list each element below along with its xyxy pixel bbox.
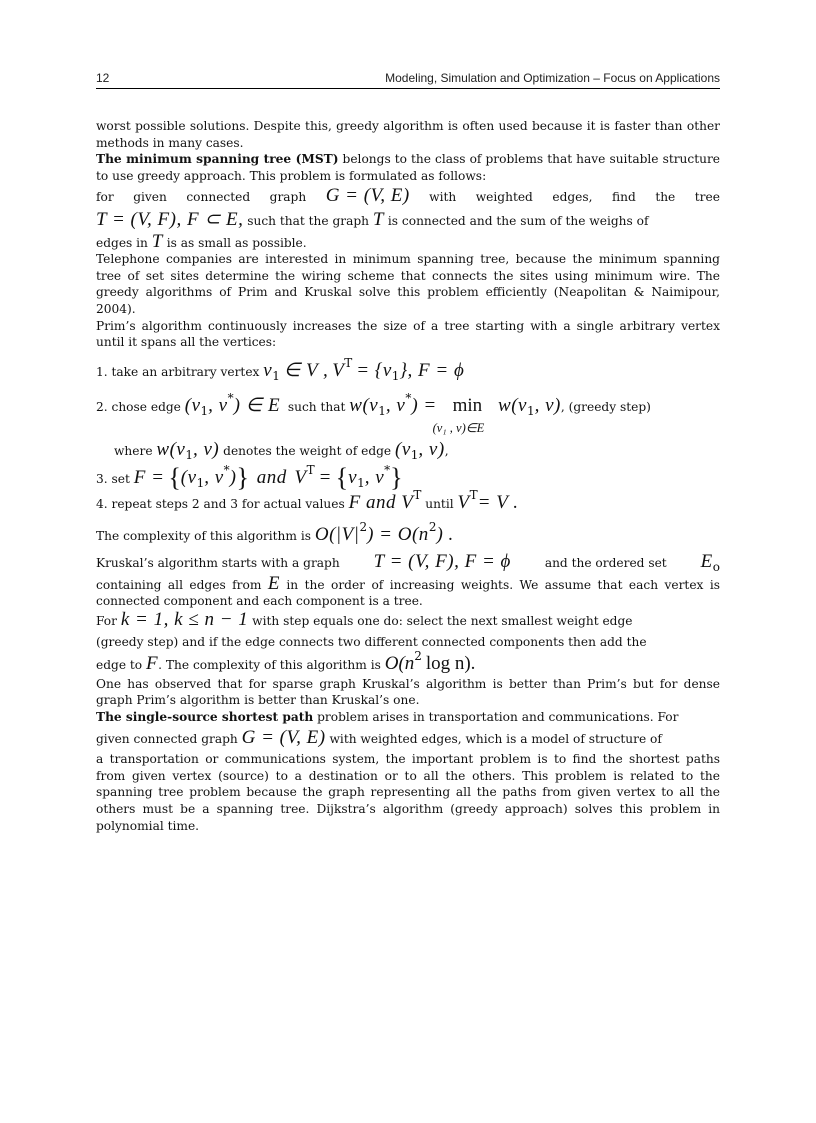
math: ) = xyxy=(411,395,437,417)
step-text: denotes the weight of edge xyxy=(223,443,392,458)
graph-definition-math: G = (V, E) xyxy=(325,185,410,207)
math: w(v xyxy=(156,438,186,460)
word: the xyxy=(655,190,676,205)
math: , v xyxy=(364,466,385,488)
complexity-text: The complexity of this algorithm is xyxy=(96,528,311,543)
math: = xyxy=(318,466,332,488)
kruskal-text: in the order of increasing weights. We assume that each vertex is connected component and each component is a tree. xyxy=(96,577,721,609)
step-text: , (greedy step) xyxy=(560,400,651,415)
brace-icon: { xyxy=(335,462,349,492)
formulation-text: is connected and the sum of the weighs of xyxy=(387,213,649,228)
sssp-intro xyxy=(96,709,720,726)
math-sub: o xyxy=(712,560,720,575)
word: weighted xyxy=(475,190,533,205)
math: ) ∈ E xyxy=(233,395,281,417)
math: }, F = ϕ xyxy=(399,359,465,381)
math: w(v xyxy=(349,395,379,417)
math: (v xyxy=(184,395,201,417)
sssp-text: problem arises in transportation and communications. For xyxy=(313,710,679,725)
step-text: 1. take an arbitrary vertex xyxy=(96,364,260,379)
kruskal-text: containing all edges from xyxy=(96,577,262,592)
math: V xyxy=(457,492,470,514)
step-text: 4. repeat steps 2 and 3 for actual values xyxy=(96,497,345,512)
math-sup: * xyxy=(384,462,391,477)
prim-step-3 xyxy=(96,462,720,492)
paragraph-telephone: Telephone companies are interested in minimum spanning tree, because the minimum spanning tree of set sites determine the wiring scheme that connects the sites using minimum wire. The greedy algorithms of Prim and Kruskal solve this problem efficiently (Neapolitan & Naimipour, 2004). xyxy=(96,252,720,316)
math-sub: 1 xyxy=(526,404,535,419)
kruskal-text: For xyxy=(96,614,117,629)
math-sup: T xyxy=(306,462,315,477)
math: F = xyxy=(133,466,165,488)
header-rule xyxy=(96,88,720,89)
kruskal-greedy-step: (greedy step) and if the edge connects two different connected components then add the xyxy=(96,634,647,649)
kruskal-complexity xyxy=(96,649,720,675)
min-operator xyxy=(432,395,485,436)
mst-definition: belongs to the class of problems that have suitable structure to use greedy approach. This problem is formulated as follows: xyxy=(96,152,721,183)
math: ) xyxy=(229,466,237,488)
math: k = 1, k ≤ n − 1 xyxy=(120,609,249,631)
math: T = (V, F), F = ϕ xyxy=(373,551,511,573)
math: ∈ V , xyxy=(283,359,329,381)
math: , v xyxy=(208,395,228,417)
prim-complexity xyxy=(96,519,720,545)
brace-icon: } xyxy=(236,462,249,492)
math: v xyxy=(348,466,358,488)
math-sub: 1 xyxy=(391,368,400,383)
word: with xyxy=(429,190,457,205)
math: G = (V, E) xyxy=(241,726,326,748)
prim-step-2 xyxy=(96,391,720,436)
tree-symbol: T xyxy=(151,230,163,252)
math: , v xyxy=(204,466,224,488)
page-body xyxy=(96,118,720,834)
math: = V . xyxy=(477,492,519,514)
kruskal-paragraph xyxy=(96,572,721,610)
running-header xyxy=(96,71,720,87)
math: and xyxy=(256,466,287,488)
math: , v) xyxy=(534,395,561,417)
kruskal-text: and the ordered set xyxy=(544,556,667,571)
step-text: such that xyxy=(287,400,346,415)
step-text: where xyxy=(114,443,153,458)
math: F xyxy=(146,653,159,675)
prim-where-line xyxy=(96,438,720,462)
math-sub: 1 xyxy=(196,475,205,490)
math-sub: 1 xyxy=(378,404,386,419)
word: edges, xyxy=(552,190,593,205)
prim-step-1 xyxy=(96,355,720,383)
math-sub: 1 xyxy=(357,475,365,490)
step-text: , xyxy=(444,443,449,458)
word: given xyxy=(133,190,167,205)
sssp-term: The single-source shortest path xyxy=(96,710,314,725)
math-sub: 1 xyxy=(200,404,209,419)
math: O(n xyxy=(384,653,415,675)
step-text: until xyxy=(425,497,454,512)
math-sup: * xyxy=(227,391,234,406)
running-title: Modeling, Simulation and Optimization – Focus on Applications xyxy=(385,71,720,85)
math: = {v xyxy=(356,359,392,381)
mst-formulation xyxy=(96,185,720,252)
math: , v) xyxy=(418,438,445,460)
paragraph-greedy-intro: worst possible solutions. Despite this, greedy algorithm is often used because it is faster than other methods in many cases. xyxy=(96,119,720,150)
math-sup: T xyxy=(344,355,353,370)
math: (v xyxy=(180,466,197,488)
math: V xyxy=(294,466,307,488)
math: log n). xyxy=(425,653,476,675)
math: (v xyxy=(395,438,411,460)
math: E xyxy=(700,551,713,573)
math-sup: 2 xyxy=(414,649,422,664)
prim-step-4 xyxy=(96,488,720,514)
tree-definition-math: T = (V, F), F ⊂ E, xyxy=(96,208,244,230)
step-text: 2. chose edge xyxy=(96,400,181,415)
kruskal-loop xyxy=(96,609,720,631)
math: , v xyxy=(385,395,406,417)
math: F and V xyxy=(348,492,414,514)
math-sup: 2 xyxy=(359,519,368,534)
math: O(|V| xyxy=(314,523,360,545)
sssp-graph-line xyxy=(96,726,720,748)
step-text: 3. set xyxy=(96,471,130,486)
word: graph xyxy=(269,190,307,205)
formulation-text: edges in xyxy=(96,235,148,250)
mst-term: The minimum spanning tree (MST) xyxy=(96,152,339,167)
math: ) = O(n xyxy=(367,523,429,545)
kruskal-text: edge to xyxy=(96,658,143,673)
math-sub: 1 xyxy=(272,368,280,383)
paragraph-mst xyxy=(96,151,720,184)
kruskal-text: . The complexity of this algorithm is xyxy=(158,658,381,673)
kruskal-comparison: One has observed that for sparse graph Kruskal’s algorithm is better than Prim’s but for dense graph Prim’s algorithm is better than Kruskal’s one. xyxy=(96,676,720,708)
sssp-text: given connected graph xyxy=(96,731,238,746)
formulation-text: such that the graph xyxy=(247,213,370,228)
sssp-text: with weighted edges, which is a model of structure of xyxy=(329,731,662,746)
page-number: 12 xyxy=(96,71,110,85)
tree-symbol: T xyxy=(372,208,384,230)
word: for xyxy=(96,190,114,205)
math: w(v xyxy=(498,395,527,417)
kruskal-text: Kruskal’s algorithm starts with a graph xyxy=(96,556,340,571)
sssp-paragraph: a transportation or communications system, the important problem is to find the shortest paths from given vertex (source) to a destination or to all the others. This problem is related to the spanning tree problem because the graph representing all the paths from given vertex to all the others must be a spanning tree. Dijkstra’s algorithm (greedy approach) solves this problem in polynomial time. xyxy=(96,752,720,833)
math: V xyxy=(332,359,345,381)
brace-icon: } xyxy=(390,462,403,492)
brace-icon: { xyxy=(168,462,181,492)
min-label: min xyxy=(452,395,483,417)
formulation-line-1 xyxy=(96,185,720,207)
math: , v) xyxy=(193,438,220,460)
math-sup: T xyxy=(469,488,478,503)
math: E xyxy=(267,572,280,594)
math-sub: 1 xyxy=(185,447,193,462)
word: connected xyxy=(186,190,251,205)
formulation-line-3 xyxy=(96,230,720,252)
word: tree xyxy=(694,190,720,205)
math-sup: 2 xyxy=(428,519,437,534)
kruskal-text: with step equals one do: select the next smallest weight edge xyxy=(252,614,633,629)
min-subscript: (v₁ , v)∈E xyxy=(432,421,485,436)
word: find xyxy=(612,190,636,205)
formulation-line-2 xyxy=(96,208,720,230)
formulation-text: is as small as possible. xyxy=(166,235,307,250)
math: ) . xyxy=(436,523,454,545)
math-sup: * xyxy=(223,462,230,477)
math-sup: T xyxy=(413,488,422,503)
math-sup: * xyxy=(405,391,412,406)
math: v xyxy=(263,359,273,381)
math-sub: 1 xyxy=(410,447,419,462)
paragraph-prim-intro: Prim’s algorithm continuously increases the size of a tree starting with a single arbitrary vertex until it spans all the vertices: xyxy=(96,318,720,350)
kruskal-line-1 xyxy=(96,551,720,575)
